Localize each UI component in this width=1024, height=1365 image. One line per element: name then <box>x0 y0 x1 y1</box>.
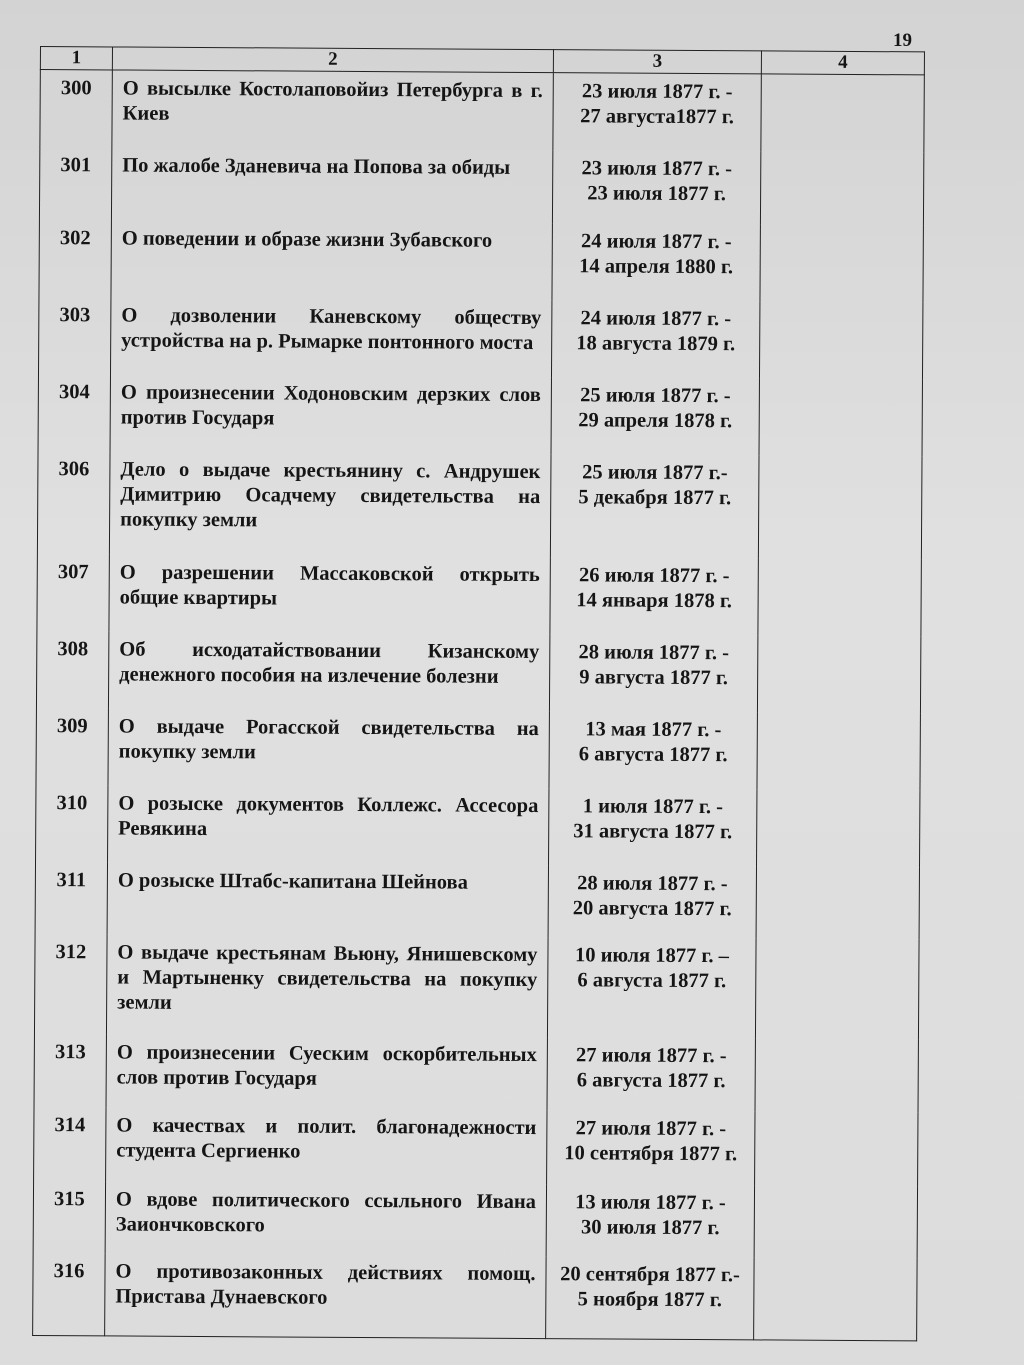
case-title: Дело о выдаче крестьянину с. Андрушек Димитрию Осадчему свидетельства на покупку земли <box>109 452 551 557</box>
date-end: 27 августа1877 г. <box>580 105 735 129</box>
date-end: 14 апреля 1880 г. <box>579 255 734 279</box>
case-dates <box>547 1037 755 1112</box>
date-end: 6 августа 1877 г. <box>578 743 728 767</box>
case-number: 308 <box>36 631 108 708</box>
case-dates <box>549 788 757 866</box>
case-number: 315 <box>33 1181 105 1253</box>
notes-cell <box>755 938 919 1039</box>
case-title: О выдаче Рогасской свидетельства на покупку земли <box>108 709 549 789</box>
case-title: О дозволении Каневскому обществу устройства на р. Рымарке понтонного моста <box>110 298 551 378</box>
table-row <box>36 631 920 713</box>
case-title: О розыске Штабс-капитана Шейнова <box>107 863 548 938</box>
date-start: 20 сентября 1877 г.- <box>560 1263 740 1287</box>
case-number: 303 <box>38 297 110 374</box>
case-number: 306 <box>37 451 110 554</box>
case-title: О произнесении Ходоновским дерзких слов против Государя <box>110 375 551 455</box>
date-start: 13 июля 1877 г. - <box>575 1191 726 1215</box>
table-row <box>40 70 924 152</box>
date-start: 27 июля 1877 г. - <box>576 1043 727 1067</box>
case-number: 311 <box>35 862 107 934</box>
case-number: 309 <box>36 708 108 785</box>
case-title: О качествах и полит. благонадежности студента Сергиенко <box>106 1108 547 1185</box>
case-title: По жалобе Зданевича на Попова за обиды <box>111 147 552 224</box>
case-dates <box>549 711 757 789</box>
case-dates <box>553 73 761 151</box>
date-start: 23 июля 1877 г. - <box>581 156 733 180</box>
date-end: 29 апреля 1878 г. <box>578 409 733 433</box>
date-start: 25 июля 1877 г.- <box>582 461 728 485</box>
notes-cell <box>759 379 922 457</box>
notes-cell <box>761 74 924 152</box>
notes-cell <box>754 1258 917 1341</box>
case-title: О розыске документов Коллежс. Ассесора Ревякина <box>108 786 549 866</box>
notes-cell <box>756 866 919 939</box>
case-dates <box>552 224 760 302</box>
page-number: 19 <box>893 30 912 51</box>
case-number: 313 <box>34 1034 106 1108</box>
table-row <box>36 708 920 790</box>
column-header-2: 2 <box>112 47 553 73</box>
date-end: 20 августа 1877 г. <box>572 897 732 921</box>
table-row <box>35 862 919 939</box>
case-title: О противозаконных действиях помощ. Пристава Дунаевского <box>105 1254 546 1339</box>
table-row <box>38 374 922 456</box>
notes-cell <box>757 635 920 713</box>
case-title: О высылке Костолаповойиз Петербурга в г. Киев <box>112 70 553 150</box>
case-number: 316 <box>33 1253 106 1336</box>
date-start: 23 июля 1877 г. - <box>581 80 733 104</box>
date-start: 24 июля 1877 г. - <box>580 230 732 254</box>
case-number: 314 <box>34 1107 106 1181</box>
notes-cell <box>754 1186 917 1259</box>
case-title: О вдове политического ссыльного Ивана Заиончковского <box>105 1182 546 1257</box>
case-title: Об исходатайствовании Кизанскому денежного пособия на излечение болезни <box>108 632 549 712</box>
date-end: 31 августа 1877 г. <box>573 820 733 844</box>
case-title: О поведении и образе жизни Зубавского <box>111 221 552 301</box>
date-end: 9 августа 1877 г. <box>579 666 729 690</box>
archive-register-table <box>32 46 925 1341</box>
date-start: 28 июля 1877 г. - <box>578 641 730 665</box>
case-number: 310 <box>36 785 108 862</box>
case-title: О произнесении Суеским оскорбительных слов против Государя <box>106 1034 547 1111</box>
notes-cell <box>759 302 922 380</box>
table-row <box>37 554 921 636</box>
case-dates <box>550 557 758 635</box>
date-start: 27 июля 1877 г. - <box>575 1117 727 1141</box>
date-end: 23 июля 1877 г. <box>587 181 726 205</box>
date-start: 28 июля 1877 г. - <box>577 872 728 896</box>
case-dates <box>547 937 756 1038</box>
notes-cell <box>757 712 920 790</box>
table-row <box>36 785 920 867</box>
case-dates <box>552 150 760 225</box>
date-start: 1 июля 1877 г. - <box>582 795 724 819</box>
table-row <box>38 297 922 379</box>
case-dates <box>547 1111 755 1186</box>
table-row <box>33 1253 917 1341</box>
case-dates <box>546 1256 754 1340</box>
table-row <box>34 1034 918 1113</box>
case-number: 312 <box>34 934 107 1034</box>
notes-cell <box>758 558 921 636</box>
column-header-1: 1 <box>40 47 112 70</box>
case-number: 302 <box>39 220 111 297</box>
date-end: 6 августа 1877 г. <box>577 969 727 993</box>
date-end: 18 августа 1879 г. <box>576 332 736 356</box>
case-dates <box>549 634 757 712</box>
notes-cell <box>755 1038 918 1113</box>
date-end: 6 августа 1877 г. <box>576 1068 726 1092</box>
date-end: 14 января 1878 г. <box>576 589 733 613</box>
table-row <box>34 934 919 1039</box>
case-number: 304 <box>38 374 110 451</box>
date-start: 25 июля 1877 г. - <box>580 384 731 408</box>
notes-cell <box>758 456 922 560</box>
case-title: О разрешении Массаковской открыть общие квартиры <box>109 555 550 635</box>
table-row <box>37 451 922 559</box>
date-end: 5 ноября 1877 г. <box>577 1288 723 1312</box>
table-row <box>34 1107 918 1186</box>
notes-cell <box>760 225 923 303</box>
case-number: 307 <box>37 554 109 631</box>
table-row <box>39 220 923 302</box>
column-header-4: 4 <box>761 51 924 75</box>
register-body <box>33 70 925 1341</box>
date-end: 30 июля 1877 г. <box>580 1216 720 1240</box>
table-row <box>39 147 923 226</box>
case-dates <box>548 865 756 938</box>
notes-cell <box>755 1112 918 1187</box>
notes-cell <box>757 789 920 867</box>
date-start: 13 мая 1877 г. - <box>585 718 722 742</box>
date-start: 10 июля 1877 г. – <box>574 944 729 968</box>
case-dates <box>546 1185 754 1258</box>
case-title: О выдаче крестьянам Вьюну, Янишевскому и Мартыненку свидетельства на покупку земли <box>106 934 548 1036</box>
case-number: 300 <box>40 70 112 147</box>
case-dates <box>550 455 759 559</box>
date-start: 24 июля 1877 г. - <box>580 307 732 331</box>
date-end: 10 сентября 1877 г. <box>564 1142 738 1166</box>
date-start: 26 июля 1877 г. - <box>578 564 730 588</box>
case-dates <box>551 301 759 379</box>
notes-cell <box>760 151 923 226</box>
case-dates <box>551 378 759 456</box>
table-row <box>33 1181 917 1258</box>
column-header-3: 3 <box>553 50 761 74</box>
case-number: 301 <box>39 147 111 221</box>
date-end: 5 декабря 1877 г. <box>578 486 732 510</box>
